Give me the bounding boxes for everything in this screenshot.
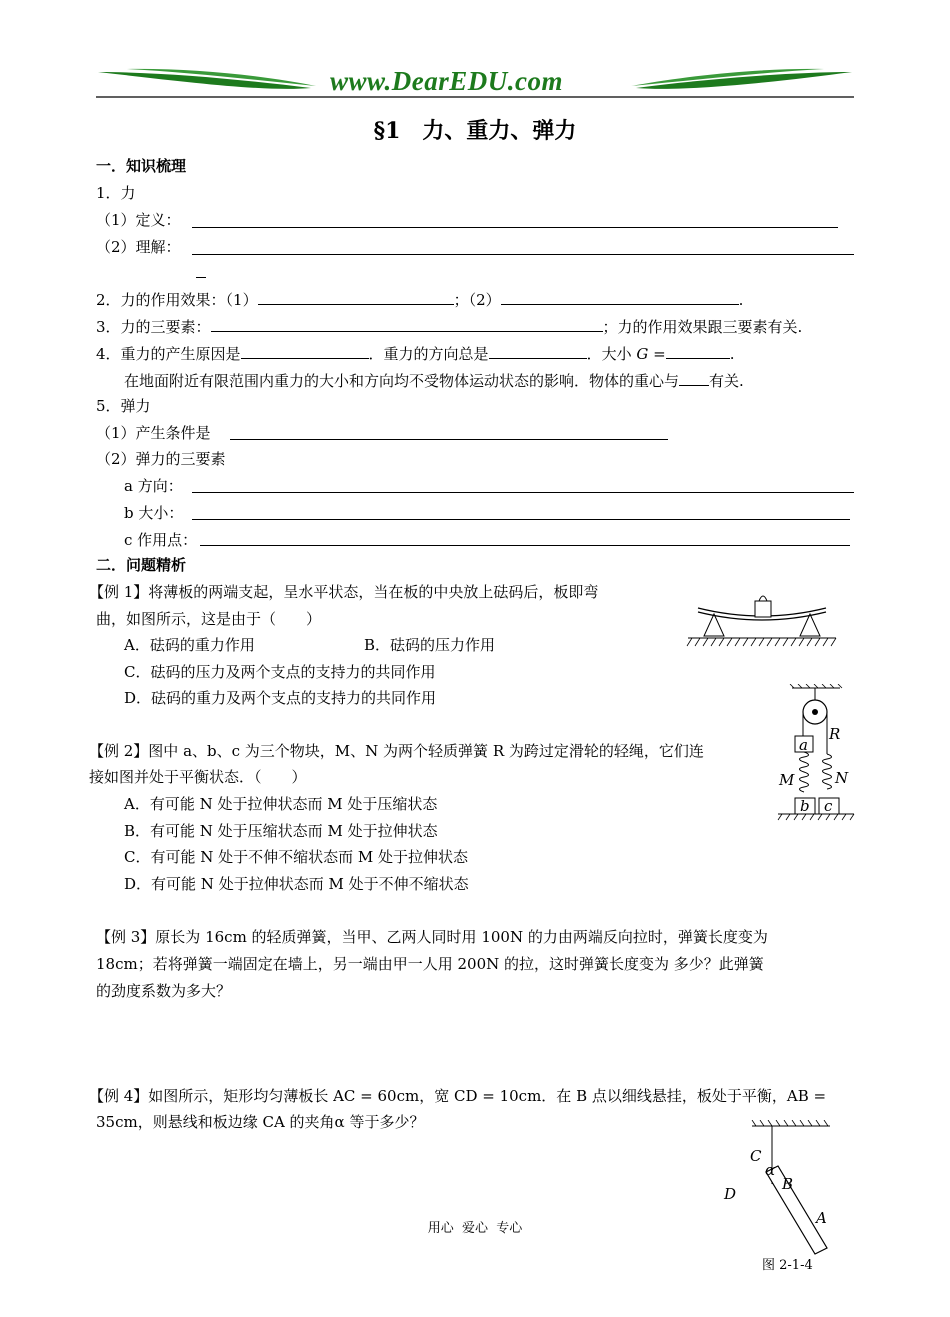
blank-understanding[interactable] [192, 254, 854, 255]
item4-label [96, 344, 734, 364]
blank-elastic-direction[interactable] [192, 492, 854, 493]
item4-eq: = [648, 345, 666, 363]
item2-label [96, 290, 743, 310]
item4-text-a: 4．重力的产生原因是 [96, 345, 241, 363]
item2-text-a: 2．力的作用效果：（1） [96, 291, 258, 309]
ex2-stem-1: 【例 2】图中 a、b、c 为三个物块，M、N 为两个轻质弹簧 R 为跨过定滑轮的轻绳，它们连 [89, 742, 704, 760]
ex2-label-N: N [835, 769, 849, 787]
ex1-option-d[interactable]: D．砝码的重力及两个支点的支持力的共同作用 [124, 689, 437, 707]
ex4-line-1: 【例 4】如图所示，矩形均匀薄板长 AC = 60cm，宽 CD = 10cm．在 B 点以细线悬挂，板处于平衡，AB = [89, 1087, 827, 1105]
item5-point-label: c 作用点： [124, 531, 198, 549]
item3-text-a: 3．力的三要素： [96, 318, 211, 336]
item2-text-b: ；（2） [453, 291, 501, 309]
ex2-option-d[interactable]: D．有可能 N 处于拉伸状态而 M 处于不伸不缩状态 [124, 875, 469, 893]
item4-end: . [729, 345, 735, 363]
blank-understanding-cont[interactable] [196, 277, 206, 278]
item4-line2 [124, 371, 744, 391]
ex3-line-2: 18cm；若将弹簧一端固定在墙上，另一端由甲一人用 200N 的拉，这时弹簧长度变为 多少？此弹簧 [96, 955, 764, 973]
ex1-option-a[interactable]: A．砝码的重力作用 [124, 636, 255, 654]
item1-definition-label: （1）定义： [96, 211, 181, 229]
blank-definition[interactable] [192, 227, 838, 228]
symbol-G: G [636, 345, 649, 363]
site-url[interactable]: www.DearEDU.com [330, 66, 564, 96]
ex4-plate-figure [720, 1120, 850, 1282]
blank-gravity-magnitude[interactable] [666, 344, 730, 359]
item4-text-b: ．重力的方向总是 [368, 345, 489, 363]
ex2-label-M: M [779, 771, 795, 789]
ex4-label-C: C [750, 1147, 762, 1165]
ex4-label-B: B [782, 1175, 794, 1193]
ex1-option-b[interactable]: B．砝码的压力作用 [364, 636, 496, 654]
ex2-option-a[interactable]: A．有可能 N 处于拉伸状态而 M 处于压缩状态 [124, 795, 438, 813]
section1-heading: 一．知识梳理 [96, 157, 187, 175]
blank-gravity-direction[interactable] [489, 344, 587, 359]
ex2-stem-2: 接如图并处于平衡状态．（ ） [89, 768, 307, 786]
ex2-option-c[interactable]: C．有可能 N 处于不伸不缩状态而 M 处于拉伸状态 [124, 848, 469, 866]
page-footer: 用心 爱心 专心 [427, 1221, 523, 1236]
blank-center-of-gravity[interactable] [679, 371, 709, 386]
ex2-label-b: b [800, 797, 810, 815]
blank-effect-2[interactable] [501, 290, 739, 305]
item3-text-b: ；力的作用效果跟三要素有关. [602, 318, 803, 336]
blank-effect-1[interactable] [258, 290, 454, 305]
item5-magnitude-label: b 大小： [124, 504, 184, 522]
ex4-line-2: 35cm，则悬线和板边缘 CA 的夹角α 等于多少？ [96, 1113, 425, 1131]
item1-label: 1．力 [96, 184, 136, 202]
ex3-line-1: 【例 3】原长为 16cm 的轻质弹簧，当甲、乙两人同时用 100N 的力由两端反向拉时，弹簧长度变为 [96, 928, 768, 946]
item5-label: 5．弹力 [96, 397, 151, 415]
ex2-label-R: R [829, 725, 841, 743]
ex4-label-A: A [816, 1209, 827, 1227]
item5-direction-label: a 方向： [124, 477, 183, 495]
ex2-label-a: a [799, 736, 808, 754]
section2-heading: 二．问题精析 [96, 556, 187, 574]
blank-elastic-magnitude[interactable] [192, 519, 850, 520]
item3-label [96, 317, 802, 337]
ex2-label-c: c [824, 797, 833, 815]
ex1-board-figure [686, 586, 838, 654]
item1-understanding-label: （2）理解： [96, 238, 181, 256]
blank-gravity-cause[interactable] [241, 344, 369, 359]
blank-elastic-condition[interactable] [230, 439, 668, 440]
ex4-label-alpha: α [765, 1161, 776, 1179]
blank-three-elements[interactable] [211, 317, 603, 332]
ex1-stem-2: 曲，如图所示，这是由于（ ） [96, 610, 322, 628]
ex2-spring-figure [776, 684, 856, 826]
item4-line2-a: 在地面附近有限范围内重力的大小和方向均不受物体运动状态的影响．物体的重心与 [124, 372, 680, 390]
page-title: §1 力、重力、弹力 [373, 118, 577, 144]
ex4-label-D: D [724, 1185, 737, 1203]
item4-text-c: ．大小 [586, 345, 632, 363]
item2-end: . [738, 291, 744, 309]
blank-elastic-point[interactable] [200, 545, 850, 546]
ex4-caption: 图 2-1-4 [762, 1258, 813, 1273]
ex2-option-b[interactable]: B．有可能 N 处于压缩状态而 M 处于拉伸状态 [124, 822, 438, 840]
item5-condition-label: （1）产生条件是 [96, 424, 211, 442]
item5-three-elements: （2）弹力的三要素 [96, 450, 226, 468]
ex1-option-c[interactable]: C．砝码的压力及两个支点的支持力的共同作用 [124, 663, 436, 681]
ex3-line-3: 的劲度系数为多大？ [96, 982, 232, 1000]
ex1-stem-1: 【例 1】将薄板的两端支起，呈水平状态，当在板的中央放上砝码后，板即弯 [89, 583, 599, 601]
item4-line2-b: 有关. [709, 372, 744, 390]
